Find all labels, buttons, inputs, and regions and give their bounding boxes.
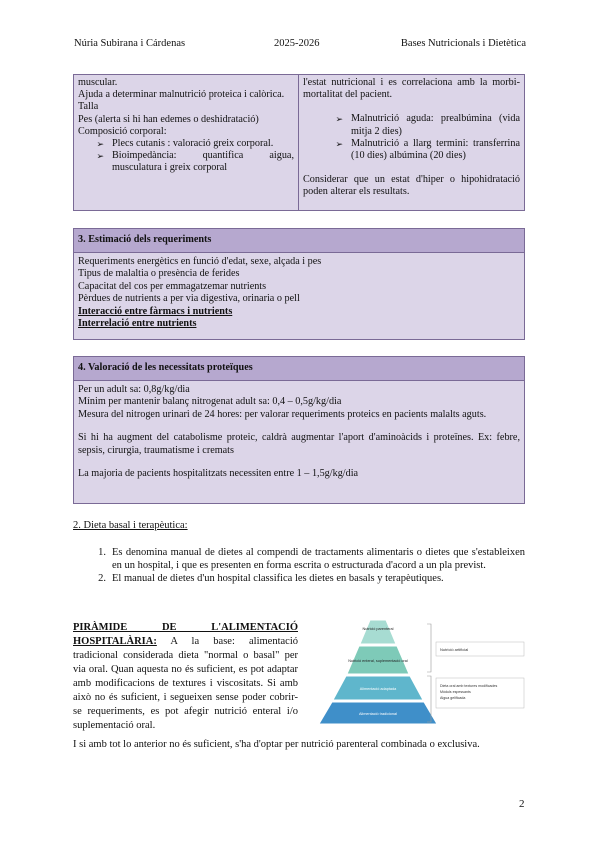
arrow-bullet-icon: ➢	[96, 151, 104, 162]
bullet-item: ➢ Bioimpedància: quantifica aigua, musculatura i greix corporal	[78, 150, 294, 174]
header-year: 2025-2026	[274, 38, 320, 49]
section-body	[74, 381, 524, 483]
side-label: Aigua gelificada	[440, 696, 466, 700]
list-item: 2. El manual de dietes d'un hospital classifica les dietes en basals y terapèutiques.	[98, 573, 444, 585]
section-3-box	[73, 228, 525, 340]
header-course: Bases Nutricionals i Dietètica	[400, 38, 526, 49]
pyramid-label: Nutrició enteral, suplementació oral	[348, 659, 408, 663]
text-line: Si hi ha augment del catabolisme proteic, caldrà augmentar l'aport d'aminoàcids i proteïnes. Ex: febre, sepsis, cirurgia, traumatisme i cremats	[78, 432, 520, 456]
arrow-bullet-icon: ➢	[335, 114, 343, 125]
pyramid-body: A la base: alimentació tradicional considerada dieta "normal o basal" per via oral. Quan aquesta no és suficient, es pot adaptar amb modificacions de textures i viscositats. Si amb això no és suficient, i segueixen sense poder cobrir-se requeriments, es pot afegir nutrició enteral i/o suplementació oral.	[73, 636, 298, 731]
list-item: 1. Es denomina manual de dietes al compendi de tractaments alimentaris o dietes que s'estableixen en un hospital, i que es presenten en forma escrita o estructurada d'acord a un pla previst.	[98, 547, 525, 572]
section-title: 3. Estimació dels requeriments	[74, 229, 524, 253]
text-line: La majoria de pacients hospitalitzats necessiten entre 1 – 1,5g/kg/dia	[78, 468, 359, 480]
pyramid-label: Alimentació tradicional	[359, 712, 397, 716]
text-line: Per un adult sa: 0,8g/kg/dia	[78, 384, 190, 395]
arrow-bullet-icon: ➢	[96, 139, 104, 150]
assessment-table-continuation	[73, 74, 525, 211]
section-title: 4. Valoració de les necessitats proteïques	[74, 357, 524, 381]
text-line: Mesura del nitrogen urinari de 24 hores: per valorar requeriments proteics en pacients malalts aguts.	[78, 408, 487, 420]
text-line: l'estat nutricional i es correlaciona amb la morbi-mortalitat del pacient.	[303, 77, 520, 101]
text-line: Composició corporal:	[78, 125, 167, 137]
side-label: Mòduls espessants	[440, 690, 471, 694]
section-2-title: 2. Dieta basal i terapèutica:	[73, 520, 188, 531]
page-header	[74, 38, 526, 52]
section-body	[74, 253, 524, 333]
text-line: Interacció entre fàrmacs i nutrients	[78, 305, 233, 317]
side-label: Dieta oral amb textures modificades	[440, 684, 498, 688]
hospital-feeding-pyramid-diagram	[305, 618, 530, 728]
diet-manual-list	[73, 546, 525, 586]
text-line: muscular.	[78, 77, 118, 88]
text-line: Talla	[78, 101, 99, 113]
pyramid-label: Alimentació adaptada	[359, 687, 397, 691]
arrow-bullet-icon: ➢	[335, 138, 343, 149]
header-author: Núria Subirana i Cárdenas	[74, 38, 186, 49]
text-line: Mínim per mantenir balanç nitrogenat adult sa: 0,4 – 0,5g/kg/dia	[78, 396, 342, 408]
text-line: Pes (alerta si hi han edemes o deshidratació)	[78, 113, 259, 125]
side-label: Nutrició artificial	[440, 647, 469, 652]
bullet-item: ➢ Malnutrició a llarg termini: transferrina (10 dies) albúmina (20 dies)	[303, 138, 520, 162]
table-left-column	[74, 75, 299, 210]
text-line: Interrelació entre nutrients	[78, 318, 197, 330]
text-line: Tipus de malaltia o presència de ferides	[78, 268, 240, 280]
pyramid-level-top	[360, 620, 396, 644]
text-line: Requeriments energètics en funció d'edat, sexe, alçada i pes	[78, 256, 322, 267]
closing-text: I si amb tot lo anterior no és suficient, s'ha d'optar per nutrició parenteral combinada o exclusiva.	[73, 739, 480, 750]
pyramid-heading: PIRÀMIDE DE L'ALIMENTACIÓ HOSPITALÀRIA:	[73, 622, 298, 647]
text-line: Ajuda a determinar malnutrició proteica i calòrica.	[78, 89, 285, 101]
text-line: Capacitat del cos per emmagatzemar nutrients	[78, 280, 267, 292]
pyramid-description	[73, 621, 298, 733]
table-right-column	[299, 75, 524, 210]
text-line: Considerar que un estat d'hiper o hipohidratació poden alterar els resultats.	[303, 174, 520, 198]
bullet-item: ➢ Plecs cutanis : valoració greix corporal.	[78, 138, 294, 150]
section-4-box	[73, 356, 525, 504]
text-line: Pèrdues de nutrients a per via digestiva, orinaria o pell	[78, 293, 300, 305]
pyramid-label: Nutrició parenteral	[362, 627, 394, 631]
bracket-top	[427, 624, 431, 672]
page-number: 2	[519, 798, 525, 810]
bullet-item: ➢ Malnutrició aguda: prealbúmina (vida mitja 2 dies)	[303, 113, 520, 137]
